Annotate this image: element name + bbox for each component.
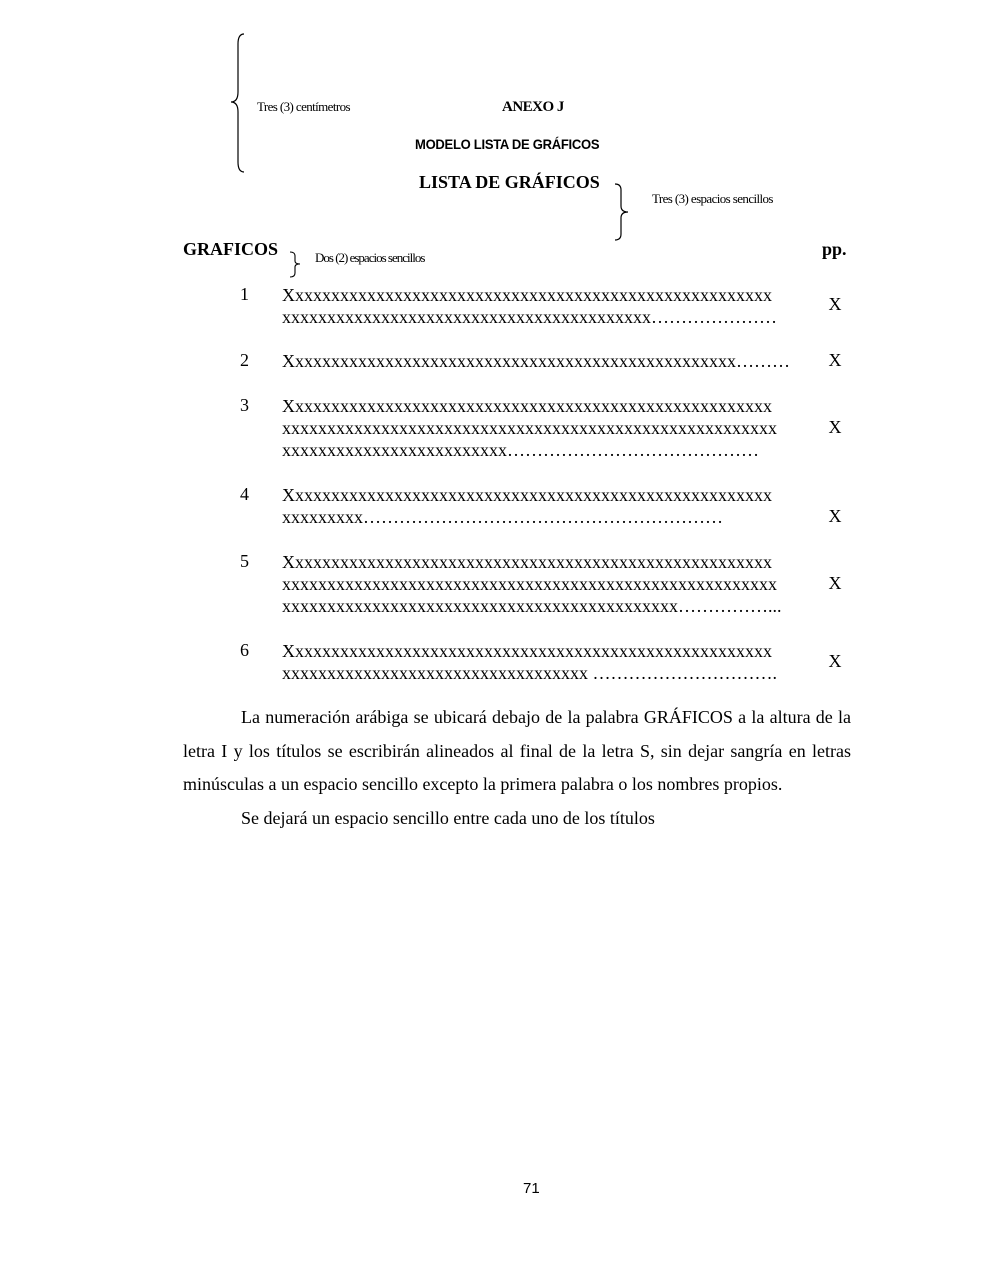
entry-page: X: [828, 294, 842, 314]
entry-title: Xxxxxxxxxxxxxxxxxxxxxxxxxxxxxxxxxxxxxxxxxxxxxxxxxxxxxx xxxxxxxxxxxxxxxxxxxxxxxxxxxxxxxxxxxxxxxxx…………………: [282, 285, 777, 327]
entry-title: Xxxxxxxxxxxxxxxxxxxxxxxxxxxxxxxxxxxxxxxxxxxxxxxxxxxxxx xxxxxxxxx……………………………………………………: [282, 485, 772, 527]
body-paragraph: Se dejará un espacio sencillo entre cada uno de los títulos: [241, 807, 655, 828]
entry-number: 2: [240, 350, 249, 370]
header-spacing-brace-icon: [288, 251, 304, 279]
top-margin-brace-icon: [228, 32, 248, 176]
top-margin-note: Tres (3) centímetros: [257, 99, 350, 114]
page-number: 71: [523, 1180, 540, 1197]
entry-number: 3: [240, 395, 249, 415]
model-title: MODELO LISTA DE GRÁFICOS: [415, 136, 600, 152]
entry-number: 6: [240, 640, 249, 660]
entry-page: X: [828, 651, 842, 671]
column-header-graficos: GRAFICOS: [183, 239, 279, 259]
entry-title: Xxxxxxxxxxxxxxxxxxxxxxxxxxxxxxxxxxxxxxxxxxxxxxxxxxxxxx xxxxxxxxxxxxxxxxxxxxxxxxxxxxxxxxxxxxxxxxxxxxxxxxxxxxxxx xxxxxxxxxxxxxxxxxxxxxxxxx……………………………………: [282, 396, 777, 460]
list-title: LISTA DE GRÁFICOS: [419, 172, 600, 192]
entry-page: X: [828, 417, 842, 437]
header-spacing-note: Dos (2) espacios sencillos: [315, 250, 425, 265]
annex-title: ANEXO J: [502, 99, 564, 115]
title-spacing-note: Tres (3) espacios sencillos: [652, 191, 773, 206]
entry-title: Xxxxxxxxxxxxxxxxxxxxxxxxxxxxxxxxxxxxxxxxxxxxxxxxxxxxxx xxxxxxxxxxxxxxxxxxxxxxxxxxxxxxxxxxxxxxxxxxxxxxxxxxxxxxx xxxxxxxxxxxxxxxxxxxxxxxxxxxxxxxxxxxxxxxxxxxx……………...: [282, 552, 782, 616]
entry-title: Xxxxxxxxxxxxxxxxxxxxxxxxxxxxxxxxxxxxxxxxxxxxxxxxxx………: [282, 351, 790, 371]
body-paragraph: La numeración arábiga se ubicará debajo de la palabra GRÁFICOS a la altura de la letra I y los títulos se escribirán alineados al final de la letra S, sin dejar sangría en letras minúsculas a un espacio sencillo excepto la primera palabra o los nombres propios.: [183, 707, 851, 794]
entry-page: X: [828, 350, 842, 370]
entry-title: Xxxxxxxxxxxxxxxxxxxxxxxxxxxxxxxxxxxxxxxxxxxxxxxxxxxxxx xxxxxxxxxxxxxxxxxxxxxxxxxxxxxxxxxx ………………………….: [282, 641, 777, 683]
entry-page: X: [828, 506, 842, 526]
body-text: [183, 701, 851, 835]
entry-number: 5: [240, 551, 249, 571]
title-spacing-brace-icon: [612, 182, 632, 244]
entry-number: 4: [240, 484, 249, 504]
entry-page: X: [828, 573, 842, 593]
entry-number: 1: [240, 284, 249, 304]
column-header-pages: pp.: [822, 239, 847, 259]
